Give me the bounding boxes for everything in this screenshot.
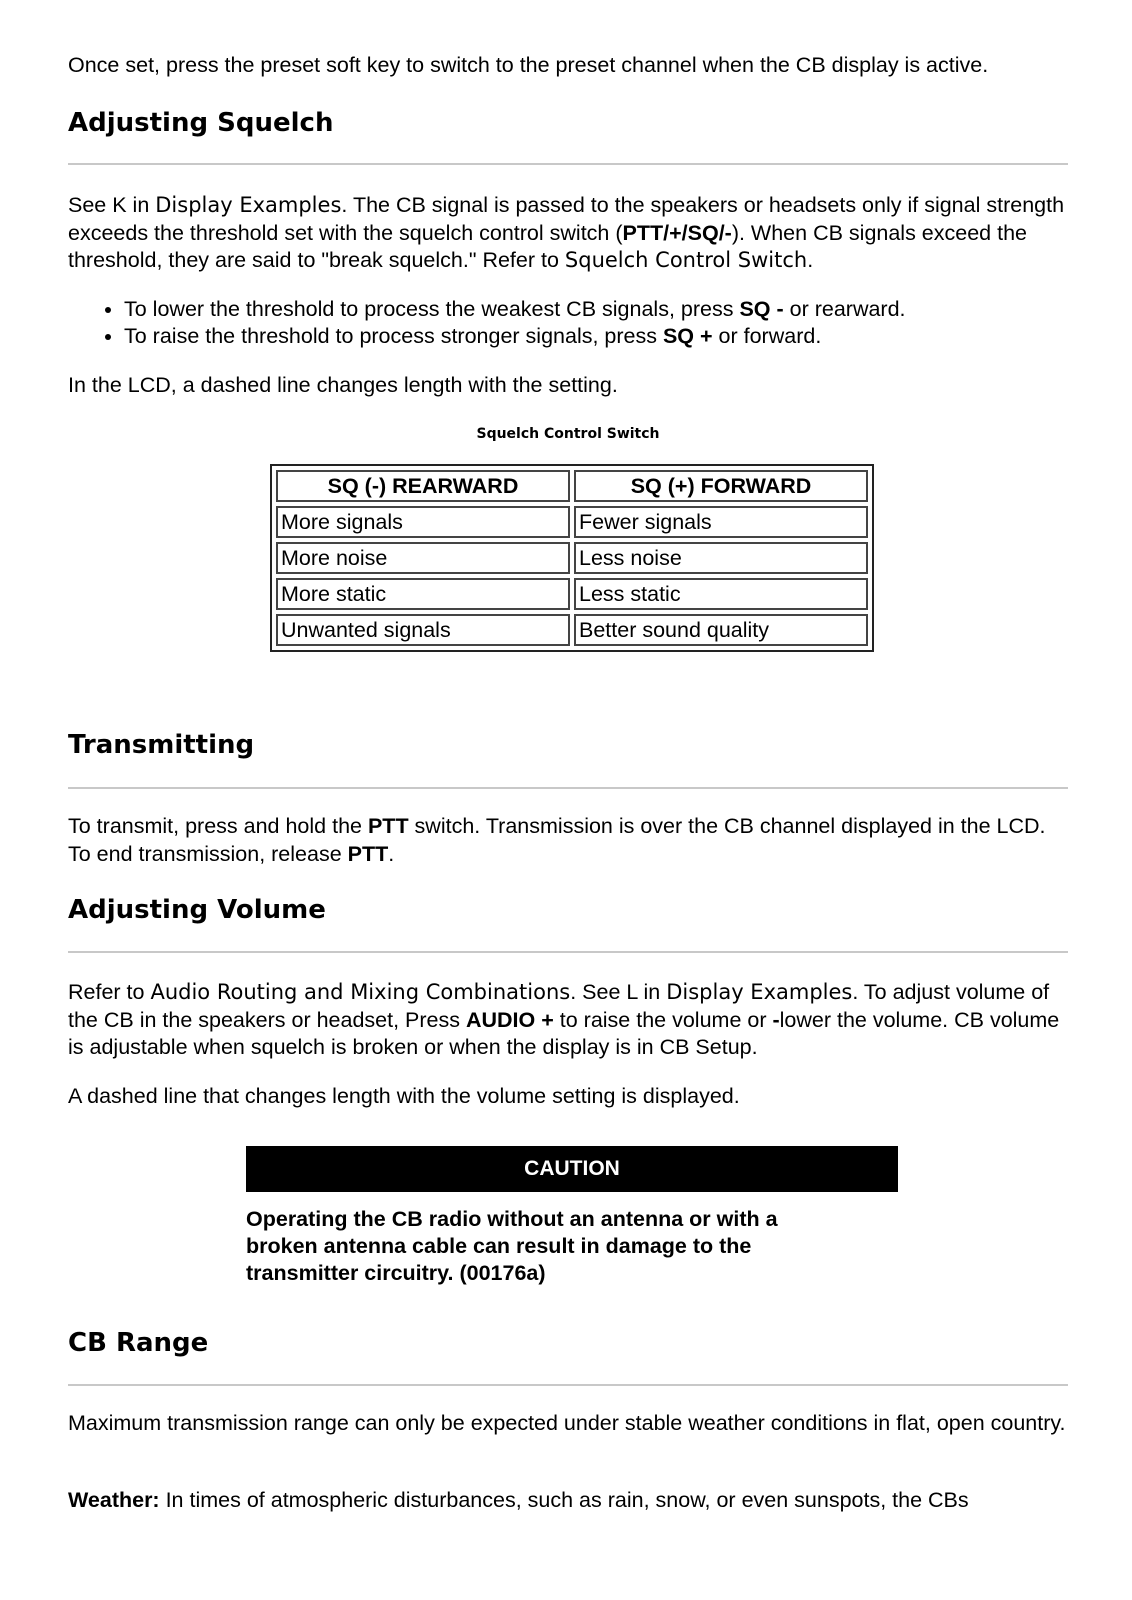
table-cell: Less noise [574,542,868,574]
ptt-sq-switch-label: PTT/+/SQ/- [622,220,732,245]
table-row [276,506,868,538]
volume-dashed-line-paragraph: A dashed line that changes length with the volume setting is displayed. [68,1084,740,1108]
audio-routing-link[interactable]: Audio Routing and Mixing Combinations [150,980,571,1004]
display-examples-link[interactable]: Display Examples [155,193,342,217]
range-paragraph: Maximum transmission range can only be expected under stable weather conditions in flat, open country. [68,1411,1066,1435]
table-cell: Less static [574,578,868,610]
table-cell: Fewer signals [574,506,868,538]
section-divider [68,951,1068,953]
heading-adjusting-squelch: Adjusting Squelch [68,108,334,138]
caution-banner: CAUTION [246,1146,898,1192]
column-header: SQ (+) FORWARD [574,470,868,502]
heading-cb-range: CB Range [68,1328,209,1358]
squelch-table [270,464,874,652]
heading-transmitting: Transmitting [68,730,255,760]
squelch-paragraph: See K in Display Examples. The CB signal is passed to the speakers or headsets only if signal strength exceeds the threshold set with the squelch control switch (PTT/+/SQ/-). When CB signals exceed the threshold, they are said to "break squelch." Refer to Squelch Control Switch. [68,193,1065,272]
list-item: • To raise the threshold to process stronger signals, press SQ + or forward. [124,323,1124,350]
list-item: • To lower the threshold to process the weakest CB signals, press SQ - or rearward. [124,296,1124,323]
table-cell: Better sound quality [574,614,868,646]
table-cell: More signals [276,506,570,538]
table-cell: More noise [276,542,570,574]
table-row [276,614,868,646]
section-divider [68,163,1068,165]
table-cell: Unwanted signals [276,614,570,646]
intro-paragraph: Once set, press the preset soft key to switch to the preset channel when the CB display is active. [68,53,989,77]
table-caption: Squelch Control Switch [476,426,660,442]
table-row [276,542,868,574]
table-cell: More static [276,578,570,610]
lcd-paragraph: In the LCD, a dashed line changes length with the setting. [68,373,618,397]
squelch-bullet-list [68,296,1124,350]
section-divider [68,1384,1068,1386]
transmitting-paragraph: To transmit, press and hold the PTT switch. Transmission is over the CB channel displayed in the LCD. To end transmission, release PTT. [68,814,1046,866]
squelch-control-switch-link[interactable]: Squelch Control Switch [564,248,808,272]
column-header: SQ (-) REARWARD [276,470,570,502]
table-row [276,578,868,610]
volume-paragraph: Refer to Audio Routing and Mixing Combinations. See L in Display Examples. To adjust volume of the CB in the speakers or headset, Press AUDIO + to raise the volume or -lower the volume. CB volume is adjustable when squelch is broken or when the display is in CB Setup. [68,980,1060,1059]
weather-paragraph: Weather: In times of atmospheric disturbances, such as rain, snow, or even sunspots, the CBs [68,1488,969,1512]
caution-text: Operating the CB radio without an antenna or with a broken antenna cable can result in damage to the transmitter circuitry. (00176a) [246,1207,778,1285]
table-header-row [276,470,868,502]
heading-adjusting-volume: Adjusting Volume [68,895,326,925]
section-divider [68,787,1068,789]
display-examples-link[interactable]: Display Examples [666,980,853,1004]
